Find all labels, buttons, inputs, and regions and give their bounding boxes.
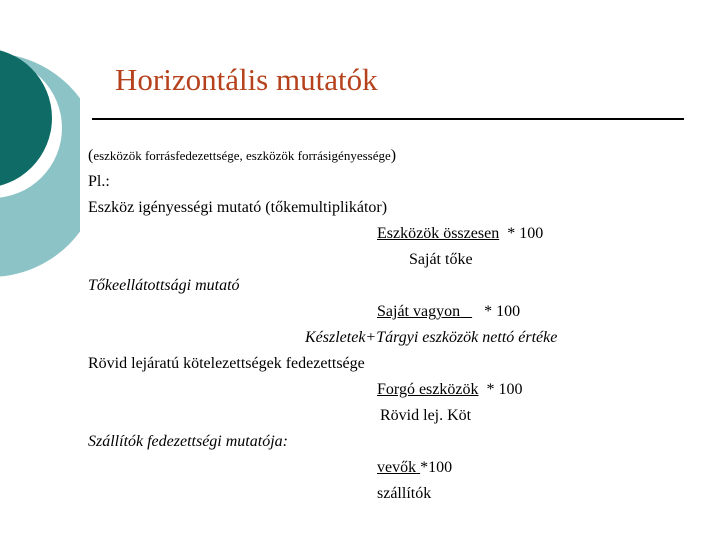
- metric2-multiplier: * 100: [484, 303, 521, 320]
- metric2-numerator: Saját vagyon: [377, 303, 461, 320]
- example-label: Pl.:: [88, 173, 110, 190]
- decorative-circles: [0, 0, 80, 300]
- metric1-numerator: Eszközök összesen: [377, 225, 500, 242]
- metric3-denominator: Rövid lej. Köt: [380, 407, 472, 424]
- metric2-denominator: Készletek+Tárgyi eszközök nettó értéke: [305, 329, 558, 346]
- intro-close-paren: ): [390, 147, 397, 164]
- metric1-formula: [377, 224, 543, 244]
- metric1-multiplier: * 100: [507, 225, 544, 242]
- metric2-name: Tőkeellátottsági mutató: [88, 277, 240, 294]
- title-underline: [92, 118, 684, 120]
- metric4-formula: [377, 458, 452, 478]
- intro-line: [88, 146, 396, 166]
- intro-open-paren: (: [88, 147, 94, 164]
- metric4-numerator: vevők: [377, 459, 417, 476]
- metric3-numerator: Forgó eszközök: [377, 381, 479, 398]
- metric1-name: Eszköz igényességi mutató (tőkemultiplikátor): [88, 199, 388, 216]
- metric4-denominator: szállítók: [377, 485, 432, 502]
- metric3-name: Rövid lejáratú kötelezettségek fedezettsége: [88, 355, 365, 372]
- metric3-multiplier: * 100: [486, 381, 523, 398]
- metric2-formula: [377, 302, 520, 322]
- intro-text: eszközök forrásfedezettsége, eszközök forrásigényessége: [93, 148, 391, 163]
- slide-title: Horizontális mutatók: [115, 62, 378, 97]
- metric3-formula: [377, 380, 522, 400]
- metric1-denominator: Saját tőke: [409, 251, 473, 268]
- metric4-multiplier: *100: [420, 459, 453, 476]
- metric4-name: Szállítók fedezettségi mutatója:: [88, 433, 288, 450]
